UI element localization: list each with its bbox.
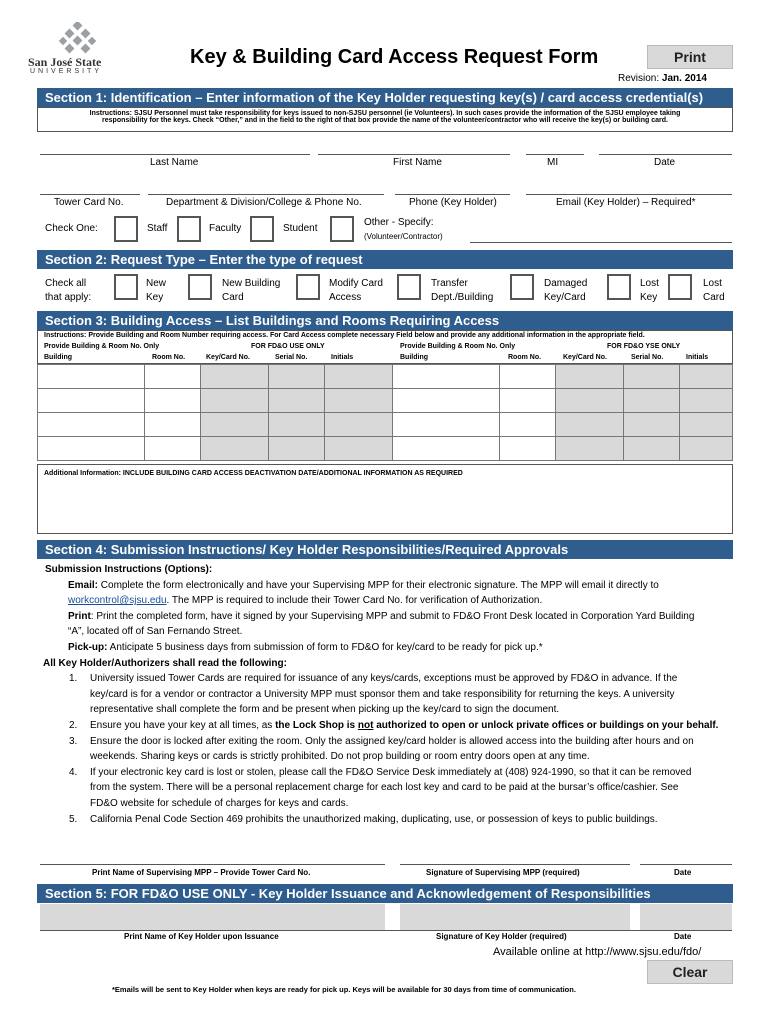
section2-header: Section 2: Request Type – Enter the type of request [37, 250, 733, 269]
section3-header-box [37, 330, 733, 364]
new-building-card-checkbox[interactable] [188, 274, 212, 300]
building-access-table [37, 364, 733, 461]
mi-label: MI [547, 157, 559, 168]
revision: Revision: Jan. 2014 [618, 73, 707, 84]
lost-key-checkbox[interactable] [607, 274, 631, 300]
mpp-signature-label: Signature of Supervising MPP (required) [426, 868, 580, 877]
initials-cell[interactable] [324, 365, 393, 389]
fdo-label-right: FOR FD&O YSE ONLY [607, 343, 681, 350]
list-item: 3. Ensure the door is locked after exiting the room. Only the assigned key/card holder is allowed access into the building after hours and on [69, 735, 694, 747]
serial-cell[interactable] [268, 365, 324, 389]
room-cell[interactable] [144, 437, 200, 461]
other-sub-label: (Volunteer/Contractor) [364, 232, 443, 241]
department-field[interactable] [148, 194, 384, 195]
serial-cell[interactable] [268, 389, 324, 413]
new-key-label: New Key [146, 278, 167, 303]
list-item: 1. University issued Tower Cards are required for issuance of any keys/cards, exceptions must be approved by FD&O in advance. If the [69, 673, 678, 685]
initials-cell[interactable] [679, 413, 732, 437]
print-option-cont: “A”, located off of San Fernando Street. [68, 626, 243, 638]
last-name-field[interactable] [40, 154, 310, 155]
col-building-left: Building [44, 354, 72, 361]
damaged-checkbox[interactable] [510, 274, 534, 300]
building-cell[interactable] [38, 413, 145, 437]
logo-subtitle: UNIVERSITY [30, 68, 103, 75]
serial-cell[interactable] [268, 413, 324, 437]
section4-header: Section 4: Submission Instructions/ Key Holder Responsibilities/Required Approvals [37, 540, 733, 559]
lost-card-label: Lost Card [703, 278, 725, 303]
room-cell[interactable] [144, 389, 200, 413]
building-cell[interactable] [38, 365, 145, 389]
key-card-cell[interactable] [556, 413, 624, 437]
workcontrol-email-link[interactable]: workcontrol@sjsu.edu [68, 595, 167, 607]
date-label: Date [654, 157, 676, 168]
section3-header: Section 3: Building Access – List Buildings and Rooms Requiring Access [37, 311, 733, 330]
lost-key-label: Lost Key [640, 278, 659, 303]
room-cell[interactable] [500, 413, 556, 437]
key-holder-date-label: Date [674, 932, 692, 941]
building-cell[interactable] [393, 437, 500, 461]
building-cell[interactable] [38, 389, 145, 413]
lost-card-checkbox[interactable] [668, 274, 692, 300]
key-holder-name-field[interactable] [40, 904, 385, 930]
initials-cell[interactable] [324, 389, 393, 413]
col-initials-right: Initials [686, 354, 709, 361]
list-item-cont: key/card is for a vendor or contractor a University MPP must sponsor them and take responsibility for returning the keys. A university [90, 688, 675, 700]
mpp-name-field[interactable] [40, 864, 385, 865]
section1-header: Section 1: Identification – Enter information of the Key Holder requesting key(s) / card access credential(s) [37, 88, 733, 107]
key-card-cell[interactable] [556, 437, 624, 461]
print-option: Print: Print the completed form, have it signed by your Supervising MPP and submit to FD&O Front Desk located in Corporation Yard Building [68, 610, 695, 622]
provide-label-left: Provide Building & Room No. Only [44, 343, 160, 350]
first-name-field[interactable] [318, 154, 510, 155]
email-option: Email: Complete the form electronically and have your Supervising MPP for their electronic signature. The MPP will email it directly to [68, 579, 659, 591]
staff-label: Staff [147, 223, 168, 234]
check-all-label: Check all that apply: [45, 278, 92, 303]
key-card-cell[interactable] [200, 365, 268, 389]
initials-cell[interactable] [679, 437, 732, 461]
available-online: Available online at http://www.sjsu.edu/fdo/ [493, 946, 702, 958]
additional-info-box[interactable] [37, 464, 733, 534]
sjsu-logo-icon [58, 22, 98, 58]
additional-info-label: Additional Information: INCLUDE BUILDING CARD ACCESS DEACTIVATION DATE/ADDITIONAL INFORMATION AS REQUIRED [44, 470, 463, 477]
table-row [38, 413, 733, 437]
col-building-right: Building [400, 354, 428, 361]
key-card-cell[interactable] [200, 437, 268, 461]
room-cell[interactable] [500, 389, 556, 413]
email-field[interactable] [526, 194, 732, 195]
pickup-option: Pick-up: Anticipate 5 business days from submission of form to FD&O for key/card to be ready for pick up.* [68, 641, 543, 653]
damaged-label: Damaged Key/Card [544, 278, 588, 303]
all-read-heading: All Key Holder/Authorizers shall read the following: [43, 657, 287, 669]
check-one-label: Check One: [45, 223, 98, 234]
list-item: 5. California Penal Code Section 469 prohibits the unauthorized making, duplicating, use, or possession of keys to public buildings. [69, 813, 658, 825]
building-cell[interactable] [38, 437, 145, 461]
col-room-right: Room No. [508, 354, 542, 361]
initials-cell[interactable] [324, 413, 393, 437]
col-key-left: Key/Card No. [206, 354, 250, 361]
list-item: 4. If your electronic key card is lost or stolen, please call the FD&O Service Desk immediately at (408) 924-1990, so that it can be removed [69, 766, 692, 778]
list-item: 2. Ensure you have your key at all times, as the Lock Shop is not authorized to open or unlock private offices or buildings on your behalf. [69, 719, 719, 731]
mpp-signature-field[interactable] [400, 864, 630, 865]
new-key-checkbox[interactable] [114, 274, 138, 300]
list-item-cont: from the system. There will be a personal replacement charge for each lost key and card to be paid at the bursar’s office/cashier. See [90, 782, 679, 794]
list-item-cont: representative shall complete the form and be present when picking up the key/card to sign the document. [90, 704, 560, 716]
col-key-right: Key/Card No. [563, 354, 607, 361]
transfer-label: Transfer Dept./Building [431, 278, 494, 303]
staff-checkbox[interactable] [114, 216, 138, 242]
transfer-checkbox[interactable] [397, 274, 421, 300]
section1-instructions: Instructions: SJSU Personnel must take responsibility for keys issued to non-SJSU personnel (ie Volunteers). In such cases provide the information of the SJSU employee taking responsibility for the keys. Check “Other,” and in the field to the right of that box provide the name of the volunteer/contractor who will receive the key(s) or building card. [37, 107, 733, 132]
student-checkbox[interactable] [250, 216, 274, 242]
room-cell[interactable] [500, 365, 556, 389]
modify-card-checkbox[interactable] [296, 274, 320, 300]
other-checkbox[interactable] [330, 216, 354, 242]
serial-cell[interactable] [268, 437, 324, 461]
email-option-cont: workcontrol@sjsu.edu. The MPP is required to include their Tower Card No. for verification of Authorization. [68, 595, 543, 607]
serial-cell[interactable] [624, 413, 680, 437]
initials-cell[interactable] [679, 365, 732, 389]
fdo-label-left: FOR FD&O USE ONLY [251, 343, 325, 350]
mpp-name-label: Print Name of Supervising MPP – Provide Tower Card No. [92, 868, 311, 877]
tower-card-field[interactable] [40, 194, 140, 195]
key-holder-date-field[interactable] [640, 904, 732, 930]
phone-field[interactable] [395, 194, 510, 195]
building-cell[interactable] [393, 365, 500, 389]
new-building-card-label: New Building Card [222, 278, 281, 303]
faculty-checkbox[interactable] [177, 216, 201, 242]
key-holder-signature-field[interactable] [400, 904, 630, 930]
mpp-date-field[interactable] [640, 864, 732, 865]
col-initials-left: Initials [331, 354, 354, 361]
student-label: Student [283, 223, 318, 234]
serial-cell[interactable] [624, 365, 680, 389]
key-holder-name-label: Print Name of Key Holder upon Issuance [124, 932, 279, 941]
section4-body [45, 562, 735, 827]
section3-instructions: Instructions: Provide Building and Room Number requiring access. For Card Access complete necessary Field below and provide any additional information in the appropriate field. [44, 332, 645, 339]
faculty-label: Faculty [209, 223, 242, 234]
section5-header: Section 5: FOR FD&O USE ONLY - Key Holder Issuance and Acknowledgement of Responsibilities [37, 884, 733, 903]
key-card-cell[interactable] [556, 365, 624, 389]
building-cell[interactable] [393, 389, 500, 413]
last-name-label: Last Name [150, 157, 199, 168]
room-cell[interactable] [500, 437, 556, 461]
col-serial-right: Serial No. [631, 354, 664, 361]
table-row [38, 437, 733, 461]
footer-note: *Emails will be sent to Key Holder when keys are ready for pick up. Keys will be available for 30 days from time of communication. [112, 985, 576, 994]
serial-cell[interactable] [624, 437, 680, 461]
building-cell[interactable] [393, 413, 500, 437]
table-row [38, 389, 733, 413]
logo-name: San José State [28, 55, 102, 69]
key-card-cell[interactable] [556, 389, 624, 413]
room-cell[interactable] [144, 413, 200, 437]
tower-card-label: Tower Card No. [54, 197, 124, 208]
print-button[interactable]: Print [647, 45, 733, 69]
email-label: Email (Key Holder) – Required* [556, 197, 696, 208]
initials-cell[interactable] [324, 437, 393, 461]
key-holder-signature-label: Signature of Key Holder (required) [436, 932, 567, 941]
department-label: Department & Division/College & Phone No. [166, 197, 362, 208]
list-item-cont: FD&O website for schedule of charges for keys and cards. [90, 797, 349, 809]
first-name-label: First Name [393, 157, 442, 168]
serial-cell[interactable] [624, 389, 680, 413]
provide-label-right: Provide Building & Room No. Only [400, 343, 516, 350]
other-label: Other - Specify: [364, 217, 434, 228]
modify-card-label: Modify Card Access [329, 278, 383, 303]
mpp-date-label: Date [674, 868, 692, 877]
page-title: Key & Building Card Access Request Form [190, 46, 599, 68]
key-card-cell[interactable] [200, 413, 268, 437]
col-room-left: Room No. [152, 354, 186, 361]
clear-button[interactable]: Clear [647, 960, 733, 984]
other-specify-field[interactable] [470, 242, 732, 243]
section5-underline [40, 930, 732, 931]
room-cell[interactable] [144, 365, 200, 389]
date-field[interactable] [599, 154, 732, 155]
mi-field[interactable] [526, 154, 584, 155]
initials-cell[interactable] [679, 389, 732, 413]
table-row [38, 365, 733, 389]
key-card-cell[interactable] [200, 389, 268, 413]
submission-options-heading: Submission Instructions (Options): [45, 564, 213, 575]
phone-label: Phone (Key Holder) [409, 197, 497, 208]
list-item-cont: weekends. Sharing keys or cards is strictly prohibited. Do not prop building or room entry doors open at any time. [90, 751, 590, 763]
col-serial-left: Serial No. [275, 354, 308, 361]
